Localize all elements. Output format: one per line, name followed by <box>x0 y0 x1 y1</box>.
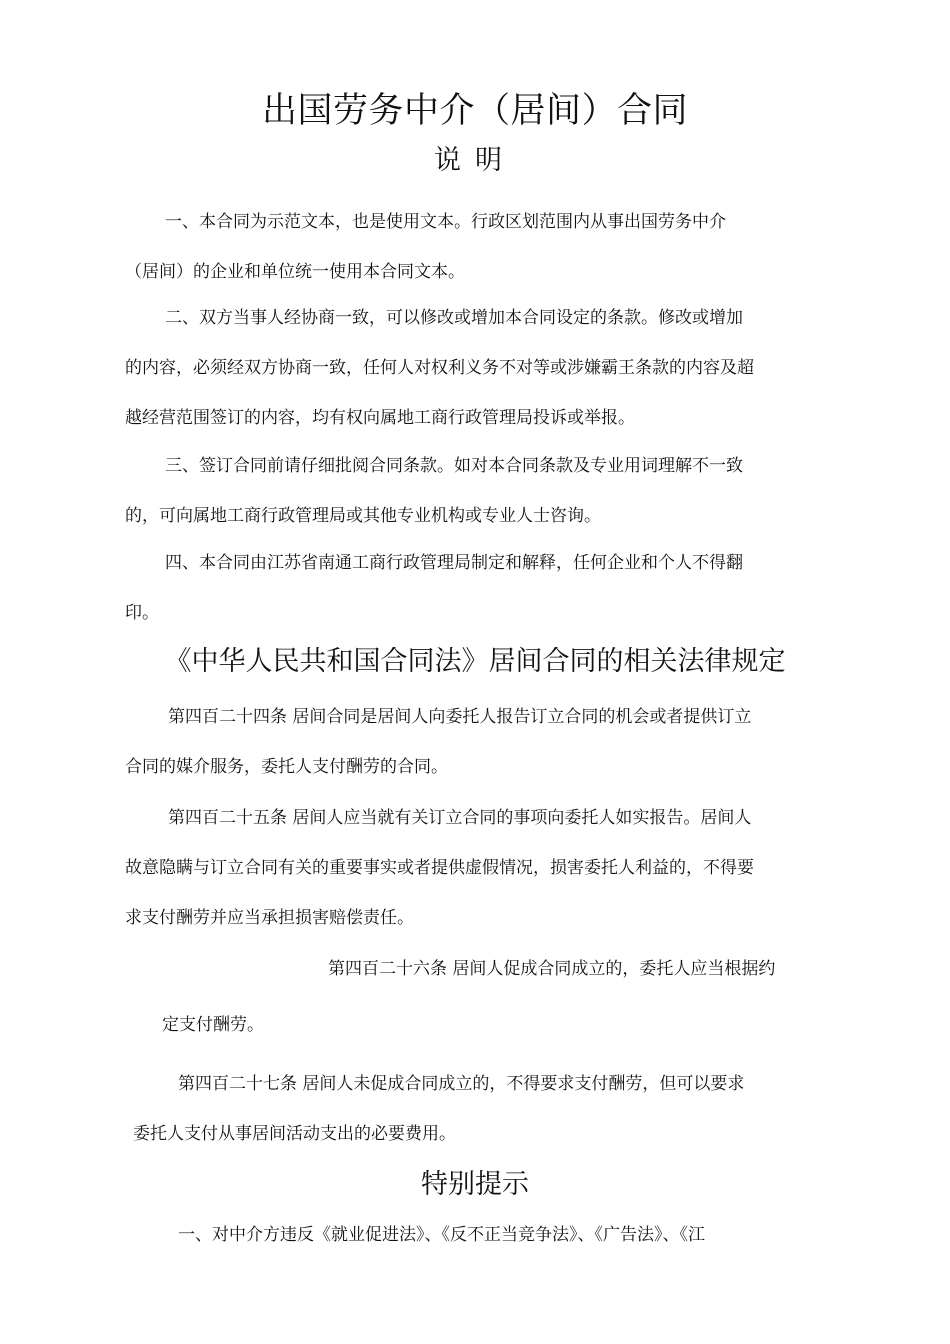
special-heading: 特别提示 <box>421 1169 529 1200</box>
article-425-line-3: 求支付酬劳并应当承担损害赔偿责任。 <box>125 908 414 928</box>
note-3-line-2: 的，可向属地工商行政管理局或其他专业机构或专业人士咨询。 <box>125 506 601 526</box>
document-subtitle: 说明 <box>434 145 516 176</box>
article-paragraph-425 <box>125 793 835 943</box>
document-title: 出国劳务中介（居间）合同 <box>261 91 688 131</box>
note-2-line-2: 的内容，必须经双方协商一致，任何人对权利义务不对等或涉嫌霸王条款的内容及超 <box>125 358 754 378</box>
article-425-line-2: 故意隐瞒与订立合同有关的重要事实或者提供虚假情况，损害委托人利益的，不得要 <box>125 858 754 878</box>
article-427-line-1: 第四百二十七条 居间人未促成合同成立的，不得要求支付酬劳，但可以要求 <box>178 1074 745 1094</box>
article-424-line-1: 第四百二十四条 居间合同是居间人向委托人报告订立合同的机会或者提供订立 <box>168 707 752 727</box>
special-paragraph-1 <box>125 1210 835 1260</box>
article-paragraph-427 <box>125 1059 835 1159</box>
special-1-line-1: 一、对中介方违反《就业促进法》、《反不正当竞争法》、《广告法》、《江 <box>178 1225 705 1245</box>
article-paragraph-424 <box>125 692 835 792</box>
note-2-line-1: 二、双方当事人经协商一致，可以修改或增加本合同设定的条款。修改或增加 <box>165 308 743 328</box>
note-paragraph-4 <box>125 538 835 638</box>
article-427-line-2: 委托人支付从事居间活动支出的必要费用。 <box>133 1124 456 1144</box>
note-4-line-2: 印。 <box>125 603 159 623</box>
note-paragraph-2 <box>125 293 835 443</box>
article-426-line-2: 定支付酬劳。 <box>162 1015 264 1035</box>
article-425-line-1: 第四百二十五条 居间人应当就有关订立合同的事项向委托人如实报告。居间人 <box>168 808 752 828</box>
article-426-line-1: 第四百二十六条 居间人促成合同成立的，委托人应当根据约 <box>328 959 776 979</box>
note-paragraph-3 <box>125 441 835 541</box>
article-424-line-2: 合同的媒介服务，委托人支付酬劳的合同。 <box>125 757 448 777</box>
note-2-line-3: 越经营范围签订的内容，均有权向属地工商行政管理局投诉或举报。 <box>125 408 635 428</box>
law-heading: 《中华人民共和国合同法》居间合同的相关法律规定 <box>164 646 786 677</box>
note-4-line-1: 四、本合同由江苏省南通工商行政管理局制定和解释，任何企业和个人不得翻 <box>165 553 743 573</box>
note-1-line-2: （居间）的企业和单位统一使用本合同文本。 <box>125 262 465 282</box>
note-paragraph-1 <box>125 197 835 297</box>
article-paragraph-426 <box>125 944 835 1050</box>
note-3-line-1: 三、签订合同前请仔细批阅合同条款。如对本合同条款及专业用词理解不一致 <box>165 456 743 476</box>
note-1-line-1: 一、本合同为示范文本，也是使用文本。行政区划范围内从事出国劳务中介 <box>165 212 726 232</box>
